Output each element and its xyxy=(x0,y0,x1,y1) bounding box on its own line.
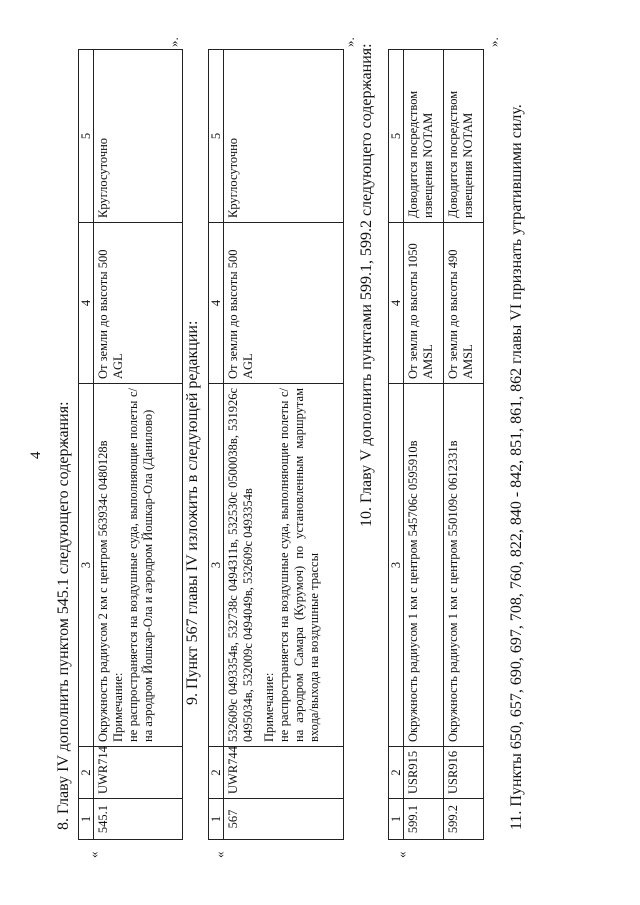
header-cell: 1 xyxy=(209,799,224,840)
note-text: не распространяется на воздушные суда, выполняющие полеты с/на аэродром Йошкар-Ола и аэродром Йошкар-Ола (Данилово) xyxy=(126,388,155,742)
zone-code: UWR714 xyxy=(94,747,183,799)
section-8-table xyxy=(78,49,183,840)
altitude-range: От земли до высоты 500 AGL xyxy=(224,223,344,384)
table-row xyxy=(404,50,444,840)
zone-description: Окружность радиусом 1 км с центром 550109с 0612331в xyxy=(444,384,484,747)
item-number: 599.2 xyxy=(444,799,484,840)
table-row xyxy=(94,50,183,840)
note-text: не распространяется на воздушные суда, выполняющие полеты с/на аэродром Самара (Курумоч) по установленным маршрутам входа/выхода на воздушные трассы xyxy=(277,388,321,742)
table-header-row xyxy=(389,50,404,840)
header-cell: 4 xyxy=(389,223,404,384)
zone-code: UWR744 xyxy=(224,747,344,799)
header-cell: 5 xyxy=(389,50,404,223)
item-number: 545.1 xyxy=(94,799,183,840)
activity-time: Круглосуточно xyxy=(224,50,344,223)
item-number: 599.1 xyxy=(404,799,444,840)
zone-description xyxy=(224,384,344,747)
header-cell: 2 xyxy=(389,747,404,799)
header-cell: 5 xyxy=(209,50,224,223)
note-label: Примечание: xyxy=(262,672,276,742)
item-number: 567 xyxy=(224,799,344,840)
altitude-range: От земли до высоты 1050 AMSL xyxy=(404,223,444,384)
section-9-close-quote: ». xyxy=(342,37,357,47)
header-cell: 4 xyxy=(209,223,224,384)
header-cell: 4 xyxy=(79,223,94,384)
header-cell: 2 xyxy=(79,747,94,799)
section-10-close-quote: ». xyxy=(486,37,501,47)
table-row xyxy=(444,50,484,840)
zone-code: USR915 xyxy=(404,747,444,799)
zone-code: USR916 xyxy=(444,747,484,799)
altitude-range: От земли до высоты 500 AGL xyxy=(94,223,183,384)
altitude-range: От земли до высоты 490 AMSL xyxy=(444,223,484,384)
page-number: 4 xyxy=(28,451,44,459)
section-8-open-quote: « xyxy=(86,851,101,858)
note-label: Примечание: xyxy=(111,672,125,742)
header-cell: 5 xyxy=(79,50,94,223)
section-9-table xyxy=(208,49,344,840)
section-9-open-quote: « xyxy=(212,851,227,858)
section-9-heading: 9. Пункт 567 главы IV изложить в следующей редакции: xyxy=(184,320,201,705)
zone-description xyxy=(94,384,183,747)
description-text: Окружность радиусом 2 км с центром 563934с 0480128в xyxy=(96,440,110,742)
section-10-heading: 10. Главу V дополнить пунктами 599.1, 599.2 следующего содержания: xyxy=(358,43,375,527)
header-cell: 3 xyxy=(209,384,224,747)
header-cell: 1 xyxy=(79,799,94,840)
section-8-close-quote: ». xyxy=(166,37,181,47)
header-cell: 3 xyxy=(79,384,94,747)
activity-time: Круглосуточно xyxy=(94,50,183,223)
table-header-row xyxy=(209,50,224,840)
header-cell: 2 xyxy=(209,747,224,799)
description-text: 532609с 0493354в, 532738с 0494311в, 532530с 0500038в, 531926с 0495034в, 532009с 0494049в, 532609с 0493354в xyxy=(226,388,255,742)
table-header-row xyxy=(79,50,94,840)
section-10-open-quote: « xyxy=(394,851,409,858)
final-paragraph: 11. Пункты 650, 657, 690, 697, 708, 760, 822, 840 - 842, 851, 861, 862 главы VI признать утратившими силу. xyxy=(508,104,525,830)
activity-time: Доводится посредством извещения NOTAM xyxy=(404,50,444,223)
activity-time: Доводится посредством извещения NOTAM xyxy=(444,50,484,223)
section-8-heading: 8. Главу IV дополнить пунктом 545.1 следующего содержания: xyxy=(55,401,72,830)
zone-description: Окружность радиусом 1 км с центром 545706с 0595910в xyxy=(404,384,444,747)
header-cell: 3 xyxy=(389,384,404,747)
table-row xyxy=(224,50,344,840)
header-cell: 1 xyxy=(389,799,404,840)
section-10-table xyxy=(388,49,484,840)
